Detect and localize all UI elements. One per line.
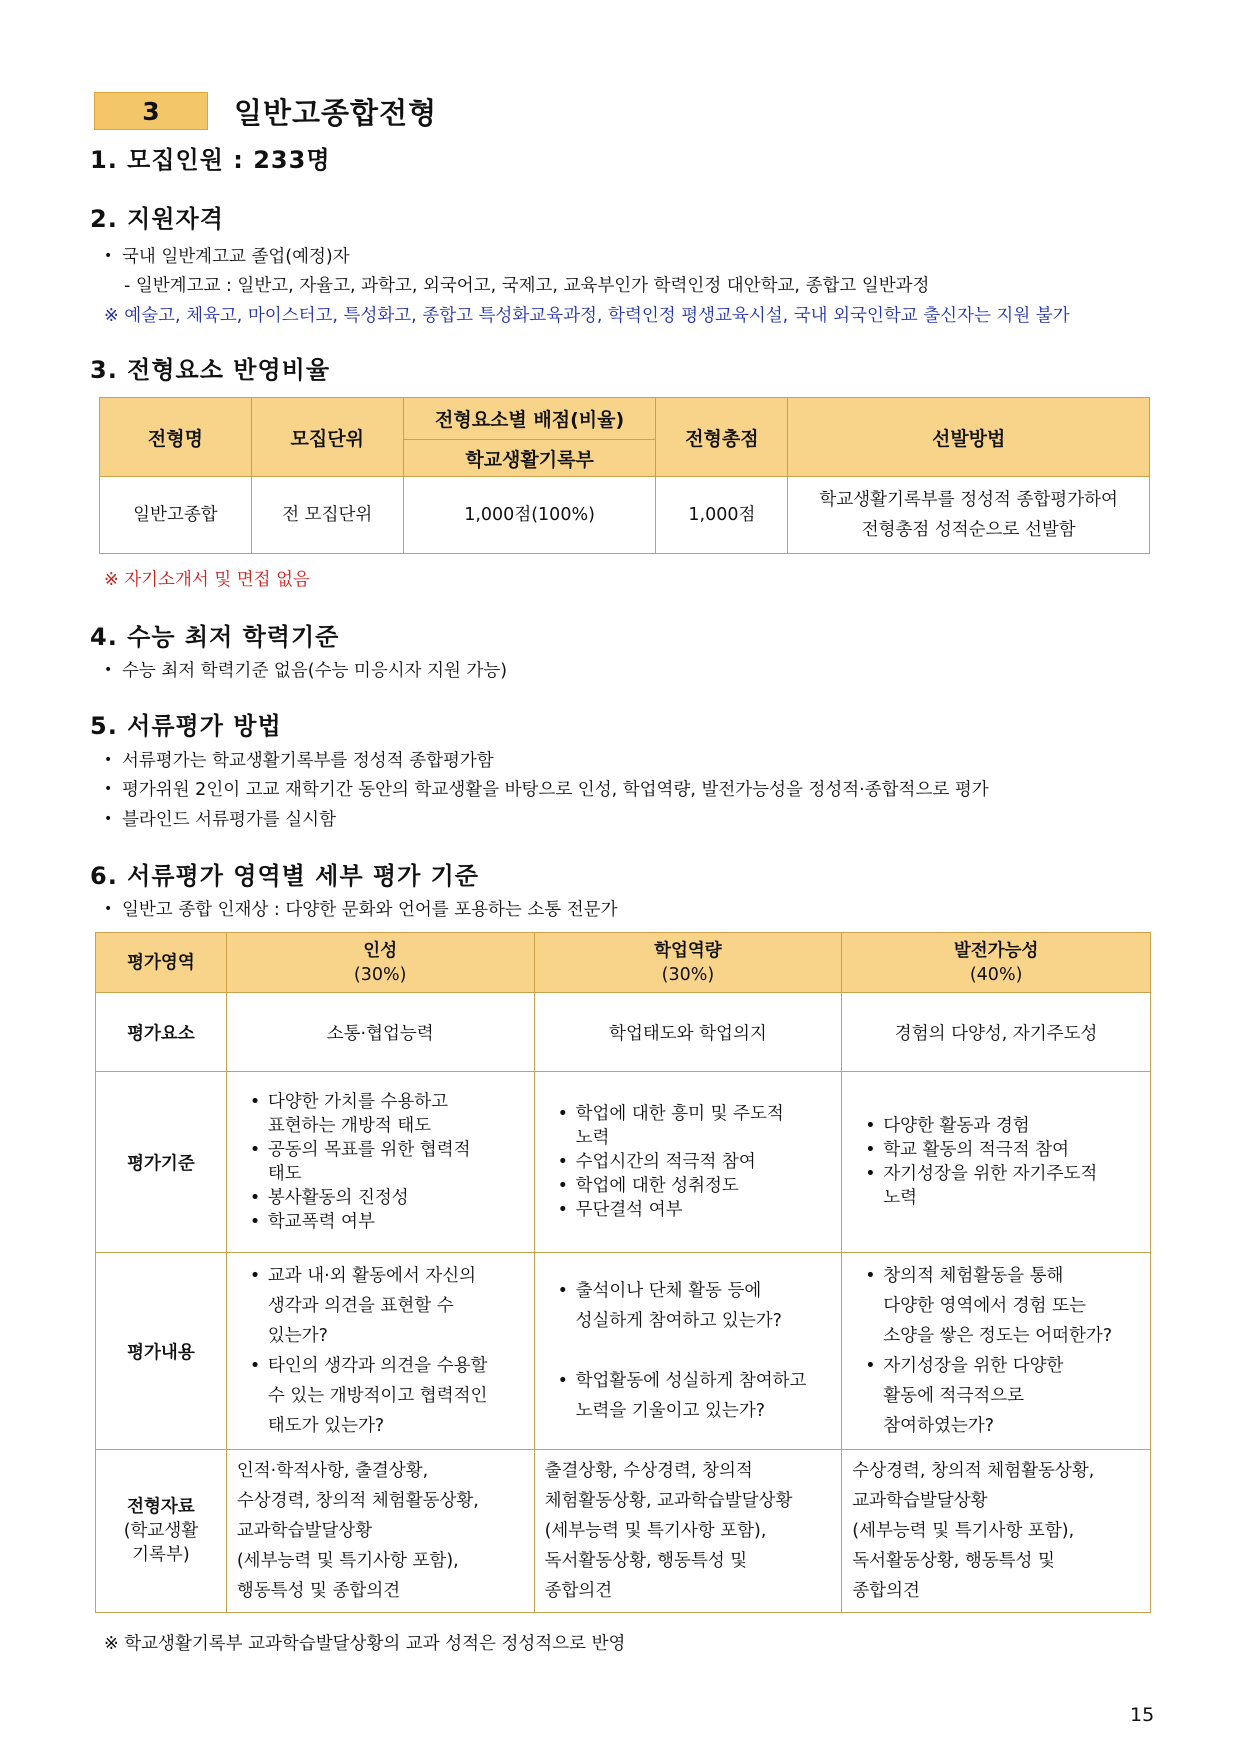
criteria-row-standard-label: 평가기준	[96, 1072, 227, 1253]
criteria-note: ※ 학교생활기록부 교과학습발달상황의 교과 성적은 정성적으로 반영	[104, 1634, 626, 1654]
ratio-cell-unit: 전 모집단위	[251, 477, 403, 554]
criteria-standard-item: • 학교 활동의 적극적 참여	[865, 1138, 1149, 1162]
criteria-row-content	[96, 1253, 1151, 1450]
eligibility-bullet: • 국내 일반계고교 졸업(예정)자	[104, 243, 350, 268]
criteria-row-element-label: 평가요소	[96, 993, 227, 1072]
criteria-data-cell: 출결상황, 수상경력, 창의적 체험활동상황, 교과학습발달상황 (세부능력 및 특기사항 포함), 독서활동상황, 행동특성 및 종합의견	[534, 1450, 842, 1613]
page-number: 15	[1130, 1704, 1155, 1726]
criteria-standard-item: • 학업에 대한 성취정도	[558, 1174, 841, 1198]
criteria-row-data-label	[96, 1450, 227, 1613]
criteria-standard-item: • 자기성장을 위한 자기주도적 노력	[865, 1162, 1149, 1210]
section-title: 일반고종합전형	[234, 95, 438, 130]
criteria-row-content-label: 평가내용	[96, 1253, 227, 1450]
heading-ratio: 3. 전형요소 반영비율	[90, 356, 330, 384]
ratio-header-unit: 모집단위	[251, 398, 403, 477]
criteria-standard-item: • 무단결석 여부	[558, 1198, 841, 1222]
criteria-bullet: • 일반고 종합 인재상 : 다양한 문화와 언어를 포용하는 소통 전문가	[104, 896, 618, 921]
criteria-data-cell: 인적·학적사항, 출결상황, 수상경력, 창의적 체험활동상황, 교과학습발달상황 (세부능력 및 특기사항 포함), 행동특성 및 종합의견	[226, 1450, 534, 1613]
ratio-header-weight: 전형요소별 배점(비율)	[403, 398, 656, 440]
criteria-content-cell	[534, 1253, 842, 1450]
ratio-header-total: 전형총점	[656, 398, 788, 477]
ratio-cell-record: 1,000점(100%)	[403, 477, 656, 554]
criteria-data-cell: 수상경력, 창의적 체험활동상황, 교과학습발달상황 (세부능력 및 특기사항 포함), 독서활동상황, 행동특성 및 종합의견	[842, 1450, 1151, 1613]
criteria-standard-item: • 봉사활동의 진정성	[250, 1186, 533, 1210]
criteria-row-data	[96, 1450, 1151, 1613]
heading-recruitment: 1. 모집인원 : 233명	[90, 146, 331, 174]
criteria-standard-item: • 다양한 활동과 경험	[865, 1114, 1149, 1138]
section-number-badge: 3	[94, 92, 208, 130]
criteria-standard-item: • 수업시간의 적극적 참여	[558, 1150, 841, 1174]
criteria-element-cell: 학업태도와 학업의지	[534, 993, 842, 1072]
criteria-standard-cell	[842, 1072, 1151, 1253]
ratio-method-line-2: 전형총점 성적순으로 선발함	[861, 520, 1076, 540]
criteria-header-academic-pct: (30%)	[661, 964, 715, 985]
criteria-content-item: • 창의적 체험활동을 통해 다양한 영역에서 경험 또는 소양을 쌓은 정도는 어떠한가?	[865, 1261, 1149, 1351]
doc-method-bullet-1: • 서류평가는 학교생활기록부를 정성적 종합평가함	[104, 747, 494, 772]
criteria-element-cell: 소통·협업능력	[226, 993, 534, 1072]
criteria-content-item: • 학업활동에 성실하게 참여하고 노력을 기울이고 있는가?	[558, 1366, 841, 1426]
csat-bullet: • 수능 최저 학력기준 없음(수능 미응시자 지원 가능)	[104, 657, 507, 682]
heading-csat: 4. 수능 최저 학력기준	[90, 623, 340, 651]
criteria-header-potential-pct: (40%)	[969, 964, 1023, 985]
ratio-cell-method	[788, 477, 1150, 554]
criteria-header-area: 평가영역	[96, 933, 227, 993]
criteria-row-data-label-main: 전형자료	[127, 1497, 195, 1517]
ratio-note: ※ 자기소개서 및 면접 없음	[104, 570, 310, 590]
criteria-standard-item: • 학업에 대한 흥미 및 주도적 노력	[558, 1102, 841, 1150]
criteria-header-personality-pct: (30%)	[353, 964, 407, 985]
criteria-standard-cell	[534, 1072, 842, 1253]
doc-method-bullet-2: • 평가위원 2인이 고교 재학기간 동안의 학교생활을 바탕으로 인성, 학업역량, 발전가능성을 정성적·종합적으로 평가	[104, 776, 989, 801]
ratio-cell-total: 1,000점	[656, 477, 788, 554]
criteria-element-cell: 경험의 다양성, 자기주도성	[842, 993, 1151, 1072]
criteria-header-academic	[534, 933, 842, 993]
criteria-row-data-label-sub: (학교생활 기록부)	[123, 1521, 199, 1565]
criteria-standard-item: • 다양한 가치를 수용하고 표현하는 개방적 태도	[250, 1090, 533, 1138]
ratio-row	[100, 477, 1150, 554]
ratio-method-line-1: 학교생활기록부를 정성적 종합평가하여	[819, 490, 1118, 510]
heading-criteria: 6. 서류평가 영역별 세부 평가 기준	[90, 862, 479, 890]
criteria-header-potential	[842, 933, 1151, 993]
criteria-content-item: • 교과 내·외 활동에서 자신의 생각과 의견을 표현할 수 있는가?	[250, 1261, 533, 1351]
criteria-content-cell	[226, 1253, 534, 1450]
ratio-cell-name: 일반고종합	[100, 477, 252, 554]
criteria-standard-cell	[226, 1072, 534, 1253]
criteria-header-academic-name: 학업역량	[654, 940, 722, 961]
criteria-row-standard	[96, 1072, 1151, 1253]
heading-eligibility: 2. 지원자격	[90, 205, 224, 233]
ratio-table	[99, 397, 1150, 554]
heading-doc-method: 5. 서류평가 방법	[90, 712, 282, 740]
criteria-standard-item: • 공동의 목표를 위한 협력적 태도	[250, 1138, 533, 1186]
ratio-header-record: 학교생활기록부	[403, 440, 656, 477]
criteria-header-personality	[226, 933, 534, 993]
criteria-table	[95, 932, 1151, 1613]
doc-method-bullet-3: • 블라인드 서류평가를 실시함	[104, 806, 336, 831]
criteria-content-cell	[842, 1253, 1151, 1450]
ratio-header-name: 전형명	[100, 398, 252, 477]
criteria-content-item: • 자기성장을 위한 다양한 활동에 적극적으로 참여하였는가?	[865, 1351, 1149, 1441]
eligibility-subline: - 일반계고교 : 일반고, 자율고, 과학고, 외국어고, 국제고, 교육부인가 학력인정 대안학교, 종합고 일반과정	[124, 276, 930, 296]
section-header	[94, 92, 437, 130]
ratio-header-method: 선발방법	[788, 398, 1150, 477]
eligibility-note: ※ 예술고, 체육고, 마이스터고, 특성화고, 종합고 특성화교육과정, 학력인정 평생교육시설, 국내 외국인학교 출신자는 지원 불가	[104, 306, 1070, 326]
criteria-header-personality-name: 인성	[363, 940, 398, 961]
criteria-row-element	[96, 993, 1151, 1072]
criteria-standard-item: • 학교폭력 여부	[250, 1210, 533, 1234]
criteria-content-item: • 출석이나 단체 활동 등에 성실하게 참여하고 있는가?	[558, 1276, 841, 1336]
criteria-header-potential-name: 발전가능성	[953, 940, 1039, 961]
criteria-content-item: • 타인의 생각과 의견을 수용할 수 있는 개방적이고 협력적인 태도가 있는가?	[250, 1351, 533, 1441]
